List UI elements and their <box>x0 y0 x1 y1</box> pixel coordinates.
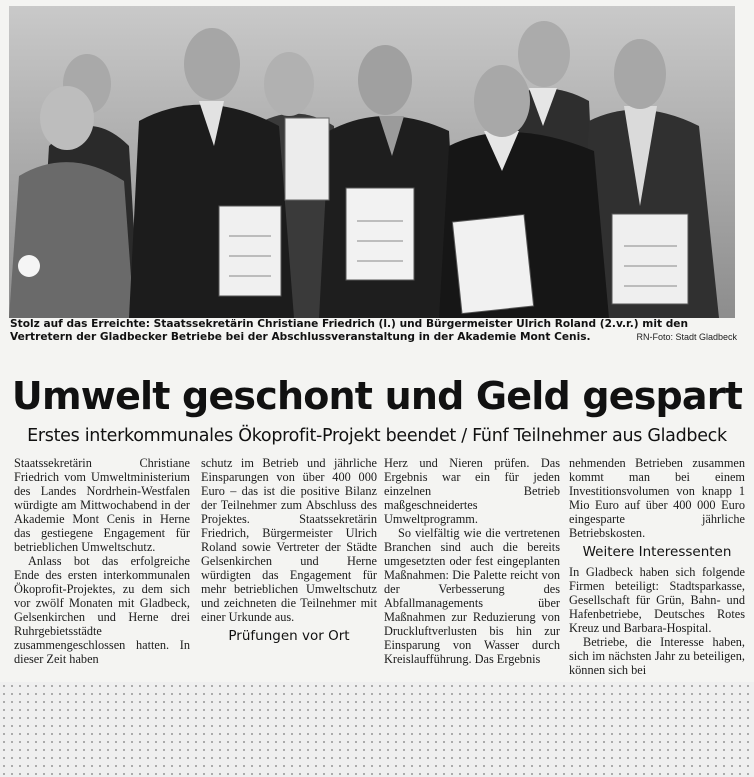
section-heading: Weitere Interessenten <box>582 544 732 560</box>
paragraph: schutz im Betrieb und jährliche Einsparungen von über 400 000 Euro – das ist die positive Bilanz der Teilnehmer zum Abschluss des Projektes. Staatssekretärin Friedrich, Bürgermeister Ulrich Roland sowie Vertreter der Städte Gelsenkirchen und Herne würdigten das Engagement für mehr betrieblichen Umweltschutz und zeichneten die Teilnehmer mit einer Urkunde aus. <box>201 456 377 624</box>
article-column-4 <box>569 456 745 677</box>
article-headline: Umwelt geschont und Geld gespart <box>11 374 743 418</box>
section-heading: Prüfungen vor Ort <box>228 628 350 644</box>
paragraph: In Gladbeck haben sich folgende Firmen beteiligt: Stadtsparkasse, Gesellschaft für Grün, Bahn- und Hafenbetriebe, Deutsches Rotes Kreuz und Barbara-Hospital. <box>569 565 745 635</box>
article-column-2 <box>201 456 377 649</box>
paragraph: Anlass bot das erfolgreiche Ende des ersten interkommunalen Ökoprofit-Projektes, zu dem sich vor zwölf Monaten mit Gladbeck, Gelsenkirchen und Herne drei Ruhrgebietsstädte zusammengeschlossen hatten. In dieser Zeit haben <box>14 554 190 666</box>
halftone-background <box>0 682 754 777</box>
photo-credit: RN-Foto: Stadt Gladbeck <box>636 332 737 342</box>
article-column-1 <box>14 456 190 666</box>
paragraph: Staatssekretärin Christiane Friedrich vom Umweltministerium des Landes Nordrhein-Westfalen würdigte am Mittwochabend in der Akademie Mont Cenis in Herne das gestiegene Engagement für betrieblichen Umweltschutz. <box>14 456 190 554</box>
group-photo <box>9 6 735 318</box>
paragraph: nehmenden Betrieben zusammen kommt man bei einem Investitionsvolumen von knapp 1 Mio Euro auf über 400 000 Euro eingesparte jährliche Betriebskosten. <box>569 456 745 540</box>
article-subheadline: Erstes interkommunales Ökoprofit-Projekt beendet / Fünf Teilnehmer aus Gladbeck <box>27 426 727 446</box>
paragraph: Herz und Nieren prüfen. Das Ergebnis war ein für jeden einzelnen Betrieb maßgeschneidertes Umweltprogramm. <box>384 456 560 526</box>
photo-caption: Stolz auf das Erreichte: Staatssekretärin Christiane Friedrich (l.) und Bürgermeister Ulrich Roland (2.v.r.) mit den Vertretern der Gladbecker Betriebe bei der Abschlussveranstaltung in der Akademie Mont Cenis. <box>10 318 689 343</box>
article-column-3 <box>384 456 560 666</box>
paragraph: Betriebe, die Interesse haben, sich im nächsten Jahr zu beteiligen, können sich bei <box>569 635 745 677</box>
paragraph: So vielfältig wie die vertretenen Branchen sind auch die bereits umgesetzten oder fest eingeplanten Maßnahmen: Die Palette reicht von der Verbesserung des Abfallmanagements über Maßnahmen zur Reduzierung von Druckluftverlusten bis hin zur Einsparung von Wasser durch Kreislaufführung. Das Ergebnis <box>384 526 560 666</box>
